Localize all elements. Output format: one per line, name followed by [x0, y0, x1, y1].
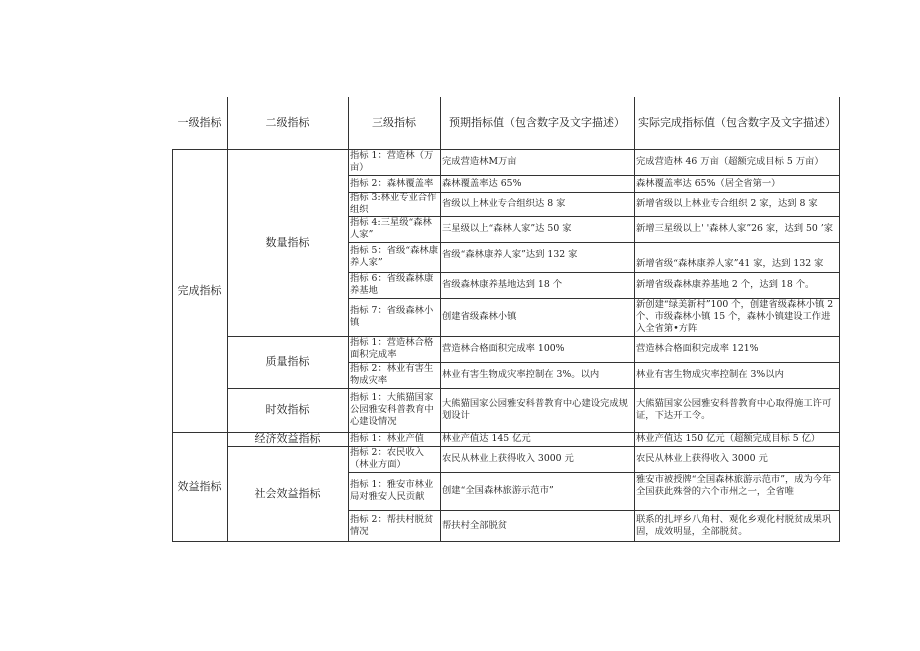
row-expected: 大熊猫国家公园雅安科普教育中心建设完成规划设计: [442, 398, 628, 421]
row-actual: 林业产值达 150 亿元（超额完成目标 5 亿）: [636, 433, 821, 444]
grid-line: [227, 336, 840, 337]
header-actual: 实际完成指标值（包含数字及文字描述）: [638, 116, 836, 129]
row-expected: 创建省级森林小镇: [442, 311, 517, 322]
row-actual: 新创建“绿美新村”100 个，创建省级森林小镇 2 个、市级森林小镇 15 个，森林小镇建设工作进入全省第•方阵: [636, 299, 834, 334]
row-expected: 完成营造林M万亩: [442, 156, 517, 167]
row-indicator: 指标 7：省级森林小镇: [350, 305, 434, 328]
grid-line: [348, 216, 840, 217]
grid-line: [348, 298, 840, 299]
row-expected: 森林覆盖率达 65%: [442, 177, 522, 189]
row-actual: 新增省级“森林康养人家”41 家，达到 132 家: [636, 258, 824, 269]
grid-line: [348, 472, 840, 473]
row-actual: 雅安市被授牌“全国森林旅游示范市”，成为今年全国获此殊誉的六个市州之一，全省唯: [636, 474, 832, 497]
row-expected: 三星级以上“森林人家”达 50 家: [442, 223, 572, 234]
header-level3: 三级指标: [372, 116, 416, 129]
level2-timeliness: 时效指标: [265, 403, 310, 416]
grid-line: [348, 272, 840, 273]
row-indicator: 指标 4:三星级“森林人家”: [350, 217, 432, 240]
row-indicator: 指标 3:林业专业合作组织: [350, 192, 437, 215]
level1-benefit: 效益指标: [177, 479, 222, 493]
row-actual: 森林覆盖率达 65%（居全省第一）: [636, 177, 781, 189]
grid-line: [839, 97, 840, 541]
header-level2: 二级指标: [265, 116, 310, 129]
grid-line: [440, 97, 441, 541]
row-indicator: 指标 2：农民收入（林业方面）: [350, 447, 424, 470]
grid-line: [227, 388, 840, 389]
grid-line: [634, 97, 635, 541]
level2-economic: 经济效益指标: [254, 432, 321, 445]
grid-line: [348, 175, 840, 176]
row-actual: 新增省级森林康养基地 2 个，达到 18 个。: [636, 279, 815, 290]
row-expected: 省级以上林业专合组织达 8 家: [442, 198, 566, 209]
header-expected: 预期指标值（包含数字及文字描述）: [449, 116, 625, 129]
row-indicator: 指标 1：营造林（万亩）: [350, 150, 434, 173]
row-indicator: 指标 2：帮扶村脱贫情况: [350, 513, 434, 537]
row-expected: 林业有害生物成灾率控制在 3%。以内: [442, 369, 600, 380]
row-indicator: 指标 2：森林覆盖率: [350, 177, 434, 189]
grid-line: [172, 432, 840, 433]
row-actual: 大熊猫国家公园雅安科普教育中心取得施工许可证，下达开工令。: [636, 398, 832, 421]
grid-line: [348, 97, 349, 541]
row-actual: 营造林合格面积完成率 121%: [636, 343, 759, 354]
row-expected: 省级“森林康养人家”达到 132 家: [442, 249, 578, 260]
row-indicator: 指标 1：营造林合格面积完成率: [350, 337, 434, 360]
row-expected: 农民从林业上获得收入 3000 元: [442, 453, 574, 464]
grid-line: [172, 149, 840, 150]
row-indicator: 指标 6：省级森林康养基地: [350, 273, 434, 296]
row-expected: 林业产值达 145 亿元: [442, 433, 531, 444]
row-actual: 林业有害生物成灾率控制在 3%以内: [636, 369, 784, 380]
grid-line: [348, 192, 840, 193]
grid-line: [348, 242, 840, 243]
row-expected: 创建“全国森林旅游示范市”: [442, 485, 554, 496]
row-actual: 农民从林业上获得收入 3000 元: [636, 453, 768, 464]
level2-quantity: 数量指标: [265, 235, 310, 249]
grid-line: [227, 446, 840, 447]
row-expected: 帮扶村全部脱贫: [442, 519, 508, 531]
row-actual: 联系的扎坪乡八角村、观化乡观化村脱贫成果巩固，成效明显，全部脱贫。: [636, 513, 832, 537]
row-indicator: 指标 2：林业有害生物成灾率: [350, 363, 434, 386]
row-indicator: 指标 1：雅安市林业局对雅安人民贡献: [350, 479, 434, 502]
row-indicator: 指标 1：林业产值: [350, 433, 424, 444]
grid-line: [348, 362, 840, 363]
header-level1: 一级指标: [177, 116, 222, 129]
level2-quality: 质量指标: [265, 355, 310, 368]
row-actual: 新增三星级以上' '森林人家”26 家，达到 50 ’家: [636, 223, 834, 234]
row-actual: 完成营造林 46 万亩（超额完成目标 5 万亩）: [636, 156, 824, 167]
row-expected: 营造林合格面积完成率 100%: [442, 343, 565, 354]
grid-line: [172, 541, 840, 542]
row-expected: 省级森林康养基地达到 18 个: [442, 279, 563, 290]
level2-social: 社会效益指标: [254, 486, 321, 500]
indicator-table: [172, 97, 840, 541]
grid-line: [227, 97, 228, 541]
grid-line: [172, 149, 173, 541]
row-indicator: 指标 1：大熊猫国家公园雅安科普教育中心建设情况: [350, 392, 434, 427]
level1-completion: 完成指标: [177, 283, 222, 297]
row-indicator: 指标 5：省级“森林康养人家”: [350, 245, 438, 268]
row-actual: 新增省级以上林业专合组织 2 家，达到 8 家: [636, 198, 818, 209]
grid-line: [348, 510, 840, 511]
